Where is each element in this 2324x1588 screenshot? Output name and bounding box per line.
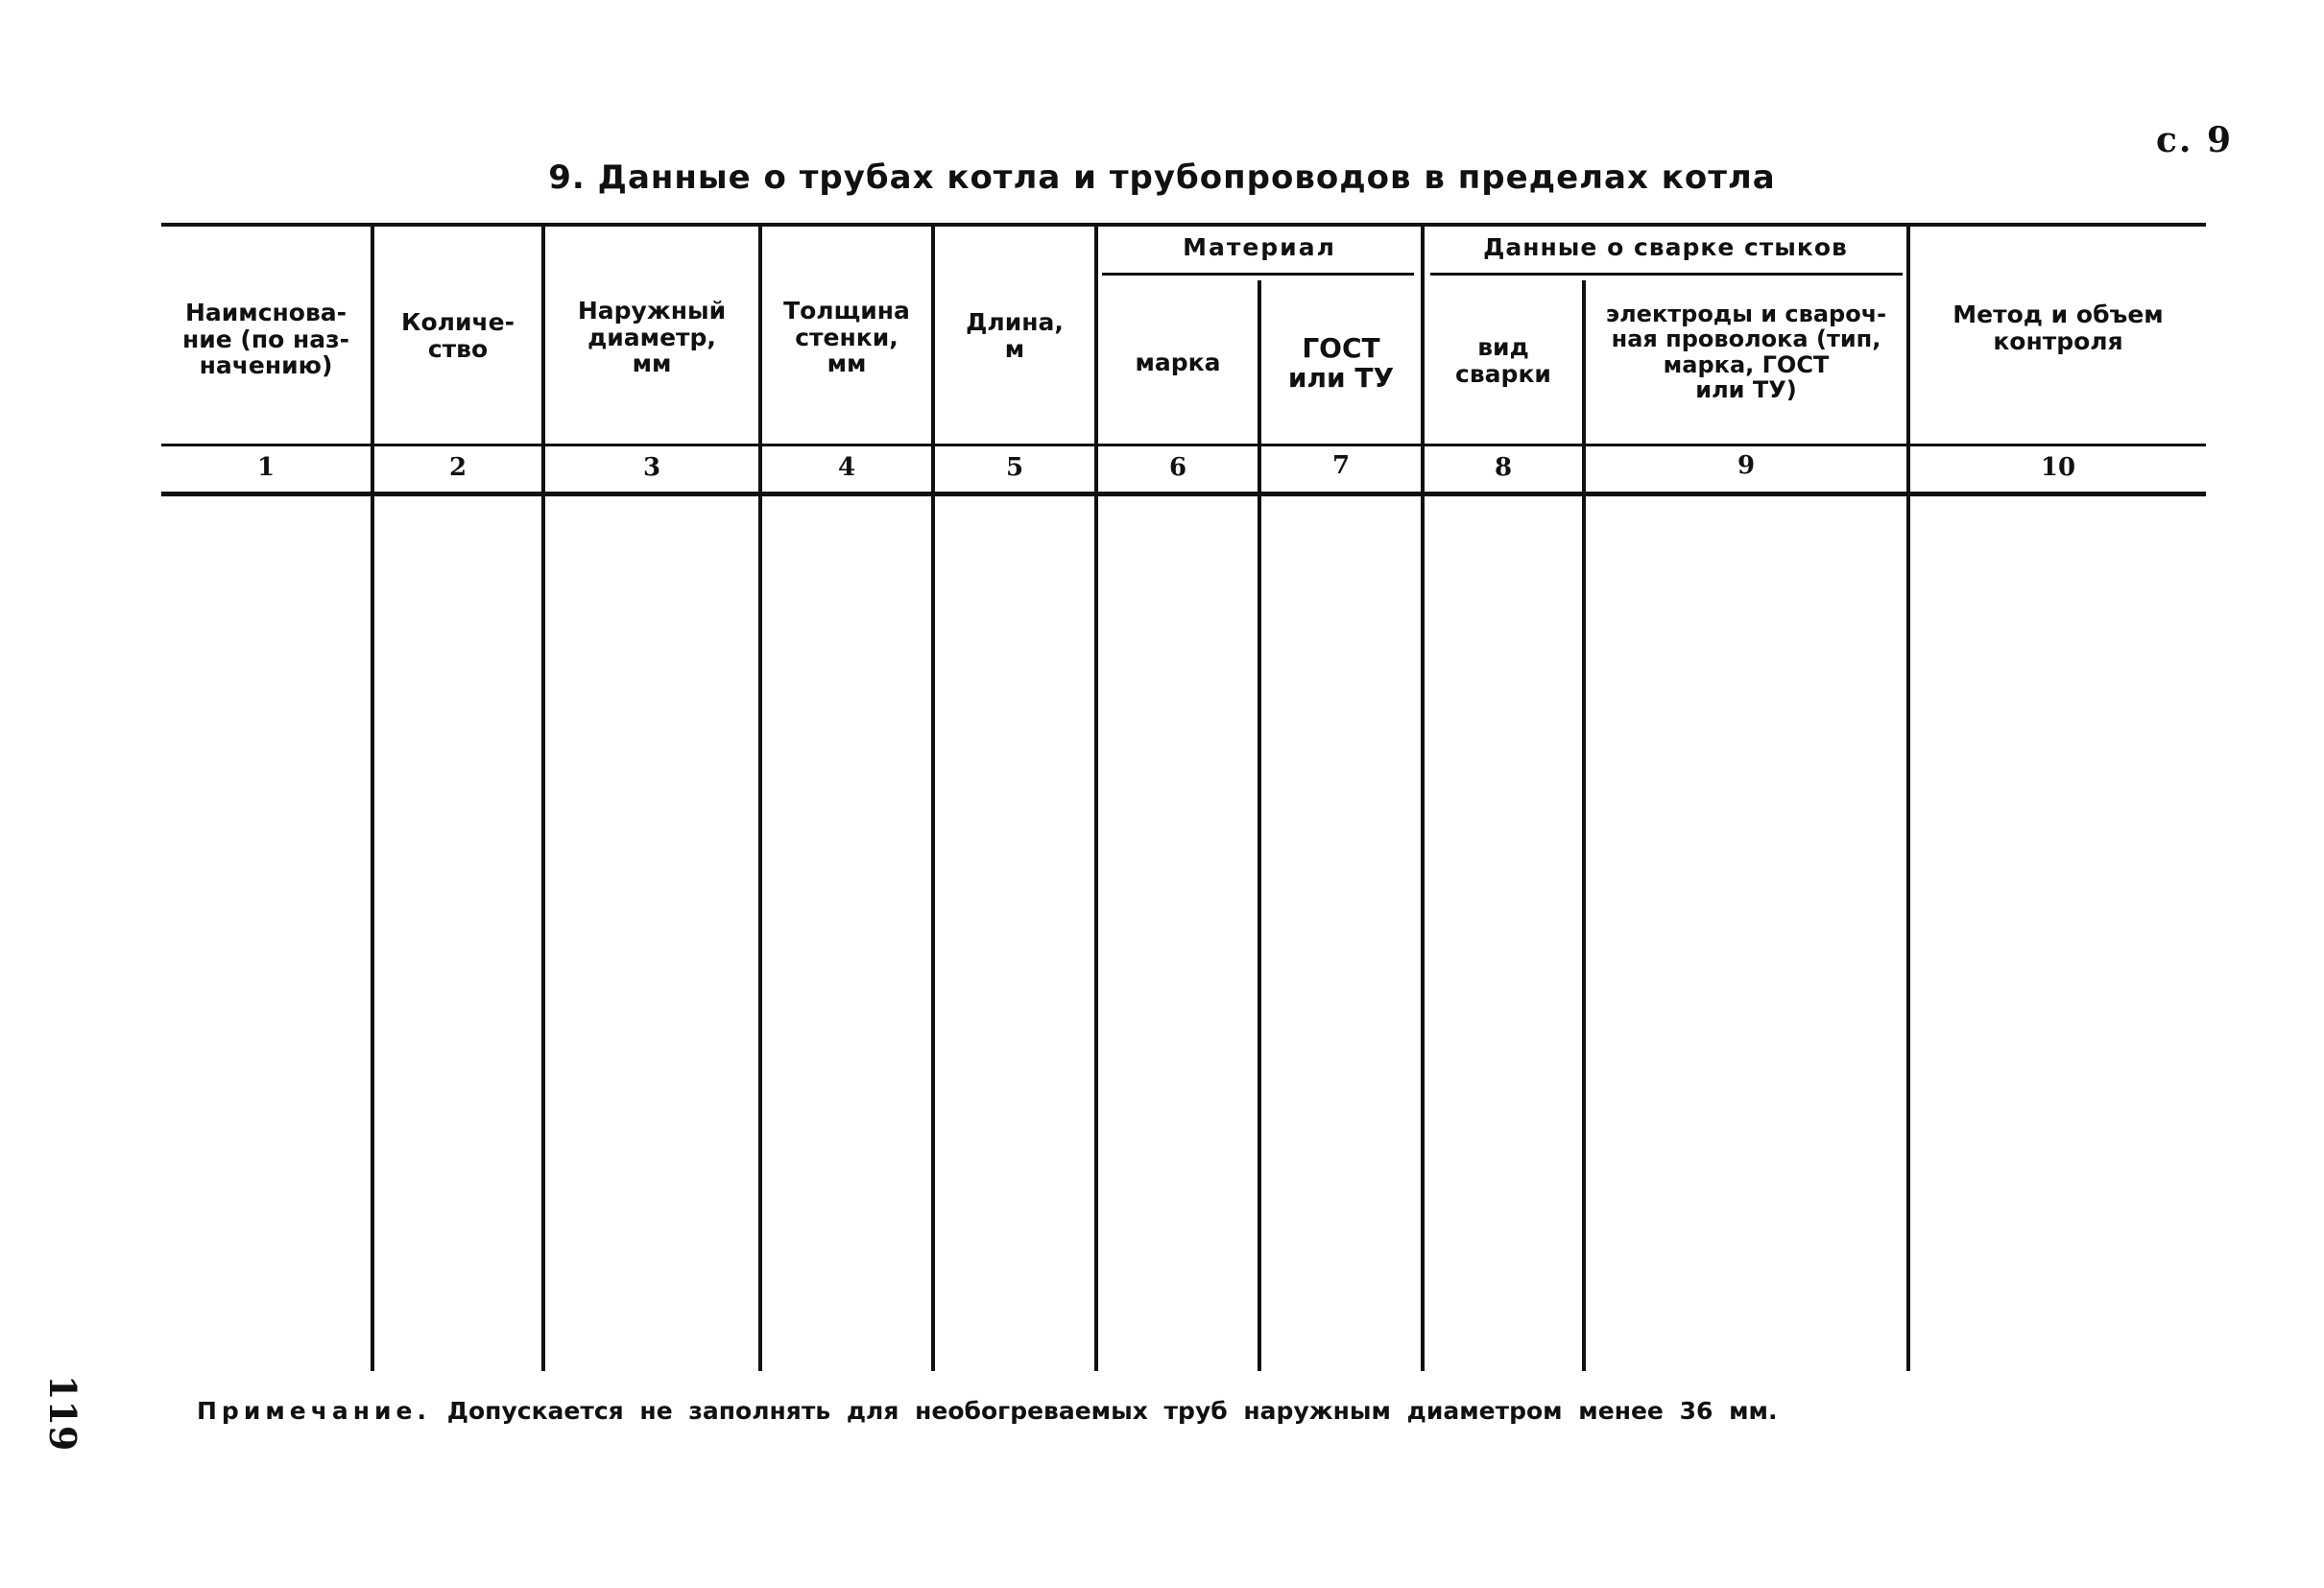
footnote-label: Примечание. <box>197 1397 432 1425</box>
footnote-text: Допускается не заполнять для необогреваемых труб наружным диаметром менее 36 мм. <box>446 1397 1778 1425</box>
column-number: 5 <box>1005 453 1024 482</box>
column-header: марка <box>1135 349 1221 376</box>
column-number: 10 <box>2040 453 2076 482</box>
page-number: с. 9 <box>2155 120 2233 160</box>
column-header: Количе- ство <box>401 308 515 363</box>
side-page-number: 119 <box>41 1375 84 1452</box>
column-number: 7 <box>1331 451 1351 480</box>
column-number: 6 <box>1168 453 1187 482</box>
column-divider <box>1582 280 1586 1371</box>
column-number: 2 <box>448 453 467 482</box>
column-divider <box>541 227 545 1371</box>
column-header: ГОСТ или ТУ <box>1287 332 1395 394</box>
numbers-bottom-rule <box>161 492 2206 496</box>
column-number: 4 <box>837 453 856 482</box>
column-header: Толщина стенки, мм <box>783 297 910 377</box>
table-top-rule <box>161 223 2206 227</box>
column-divider <box>1906 227 1910 1371</box>
group-divider-welding <box>1430 273 1903 276</box>
column-divider <box>1258 280 1261 1371</box>
group-divider-material <box>1102 273 1414 276</box>
column-number: 1 <box>256 453 276 482</box>
column-number: 9 <box>1737 451 1756 480</box>
column-header: электроды и свароч- ная проволока (тип, марка, ГОСТ или ТУ) <box>1605 301 1887 404</box>
group-header-material: Материал <box>1183 233 1336 261</box>
group-header-welding: Данные о сварке стыков <box>1483 233 1848 261</box>
column-divider <box>1421 227 1425 1371</box>
table-title: 9. Данные о трубах котла и трубопроводов в пределах котла <box>548 158 1776 197</box>
column-divider <box>371 227 374 1371</box>
column-divider <box>931 227 935 1371</box>
header-bottom-rule <box>161 444 2206 446</box>
column-divider <box>758 227 762 1371</box>
footnote <box>197 1397 1777 1425</box>
column-header: Наимснова- ние (по наз- начению) <box>181 299 350 379</box>
column-divider <box>1094 227 1098 1371</box>
column-number: 3 <box>642 453 661 482</box>
column-header: Наружный диаметр, мм <box>577 297 727 377</box>
column-header: Длина, м <box>966 308 1064 363</box>
column-header: вид сварки <box>1455 333 1551 388</box>
column-header: Метод и объем контроля <box>1953 301 2164 355</box>
form-table <box>161 223 2206 1375</box>
column-number: 8 <box>1494 453 1513 482</box>
